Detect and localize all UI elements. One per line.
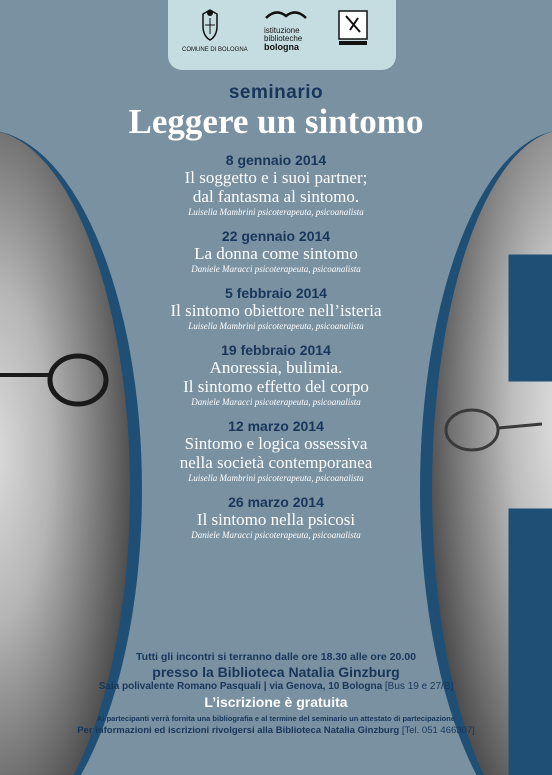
session-date: 19 febbraio 2014 — [221, 342, 331, 358]
open-book-icon — [264, 8, 308, 22]
address-text: Sala polivalente Romano Pasquali | via Genova, 10 Bologna — [98, 681, 383, 692]
logo-header — [168, 0, 396, 70]
session-5 — [110, 418, 442, 484]
session-title-line1: Il sintomo nella psicosi — [196, 510, 356, 529]
session-title-line1: Il sintomo obiettore nell’isteria — [170, 301, 382, 320]
session-title-line2: dal fantasma al sintomo. — [192, 187, 360, 206]
session-date: 12 marzo 2014 — [228, 418, 324, 434]
certificate-note: Ai partecipanti verrà fornita una bibliografia e al termine del seminario un attestato di partecipazione — [96, 714, 455, 723]
session-6 — [110, 494, 442, 541]
istituzione-logo — [264, 8, 316, 52]
session-speaker: Luisella Mambrini psicoterapeuta, psicoanalista — [188, 207, 364, 217]
venue-name: presso la Biblioteca Natalia Ginzburg — [152, 664, 400, 680]
session-title-line2: nella società contemporanea — [179, 453, 373, 472]
session-title-line1: La donna come sintomo — [194, 244, 358, 263]
session-3 — [110, 285, 442, 332]
session-title-line1: Sintomo e logica ossessiva — [184, 434, 368, 453]
session-date: 5 febbraio 2014 — [225, 285, 327, 301]
event-title: Leggere un sintomo — [128, 102, 424, 141]
session-title-line2: Il sintomo effetto del corpo — [183, 377, 369, 396]
session-4 — [110, 342, 442, 408]
session-1 — [110, 152, 442, 218]
program-content — [110, 82, 442, 541]
session-speaker: Luisella Mambrini psicoterapeuta, psicoanalista — [188, 321, 364, 331]
phone-number: [Tel. 051 466307] — [401, 725, 475, 736]
session-title-line1: Anoressia, bulimia. — [209, 358, 343, 377]
session-date: 8 gennaio 2014 — [225, 152, 327, 168]
bus-info: [Bus 19 e 27/B] — [384, 681, 454, 692]
venue-address — [60, 680, 492, 693]
session-speaker: Luisella Mambrini psicoterapeuta, psicoanalista — [188, 473, 364, 483]
session-title-line1: Il soggetto e i suoi partner; — [184, 168, 368, 187]
right-portrait-glasses-icon — [442, 400, 542, 470]
istituzione-line2: biblioteche — [264, 34, 303, 43]
session-2 — [110, 228, 442, 275]
schedule-text: Tutti gli incontri si terranno dalle ore 18.30 alle ore 20.00 — [136, 651, 416, 663]
coat-of-arms-icon — [197, 8, 223, 42]
contact-text: Per informazioni ed iscrizioni rivolgersi alla Biblioteca Natalia Ginzburg — [77, 725, 400, 736]
event-info-footer — [60, 651, 492, 737]
biblioteca-ginzburg-logo — [336, 8, 374, 53]
istituzione-line1: istituzione — [264, 26, 300, 35]
istituzione-text — [264, 27, 316, 52]
istituzione-line3: bologna — [264, 42, 299, 52]
session-date: 22 gennaio 2014 — [221, 228, 331, 244]
biblioteca-ginzburg-logo-mark — [336, 8, 370, 48]
free-registration-note: L’iscrizione è gratuita — [204, 694, 348, 710]
event-type-label: seminario — [228, 82, 324, 103]
comune-logo — [182, 8, 248, 53]
session-date: 26 marzo 2014 — [228, 494, 324, 510]
session-speaker: Daniele Maracci psicoterapeuta, psicoanalista — [191, 264, 361, 274]
comune-caption: COMUNE DI BOLOGNA — [182, 47, 248, 53]
contact-info — [60, 724, 492, 737]
session-speaker: Daniele Maracci psicoterapeuta, psicoanalista — [191, 530, 361, 540]
left-portrait-glasses-icon — [0, 345, 110, 415]
session-speaker: Daniele Maracci psicoterapeuta, psicoanalista — [191, 397, 361, 407]
